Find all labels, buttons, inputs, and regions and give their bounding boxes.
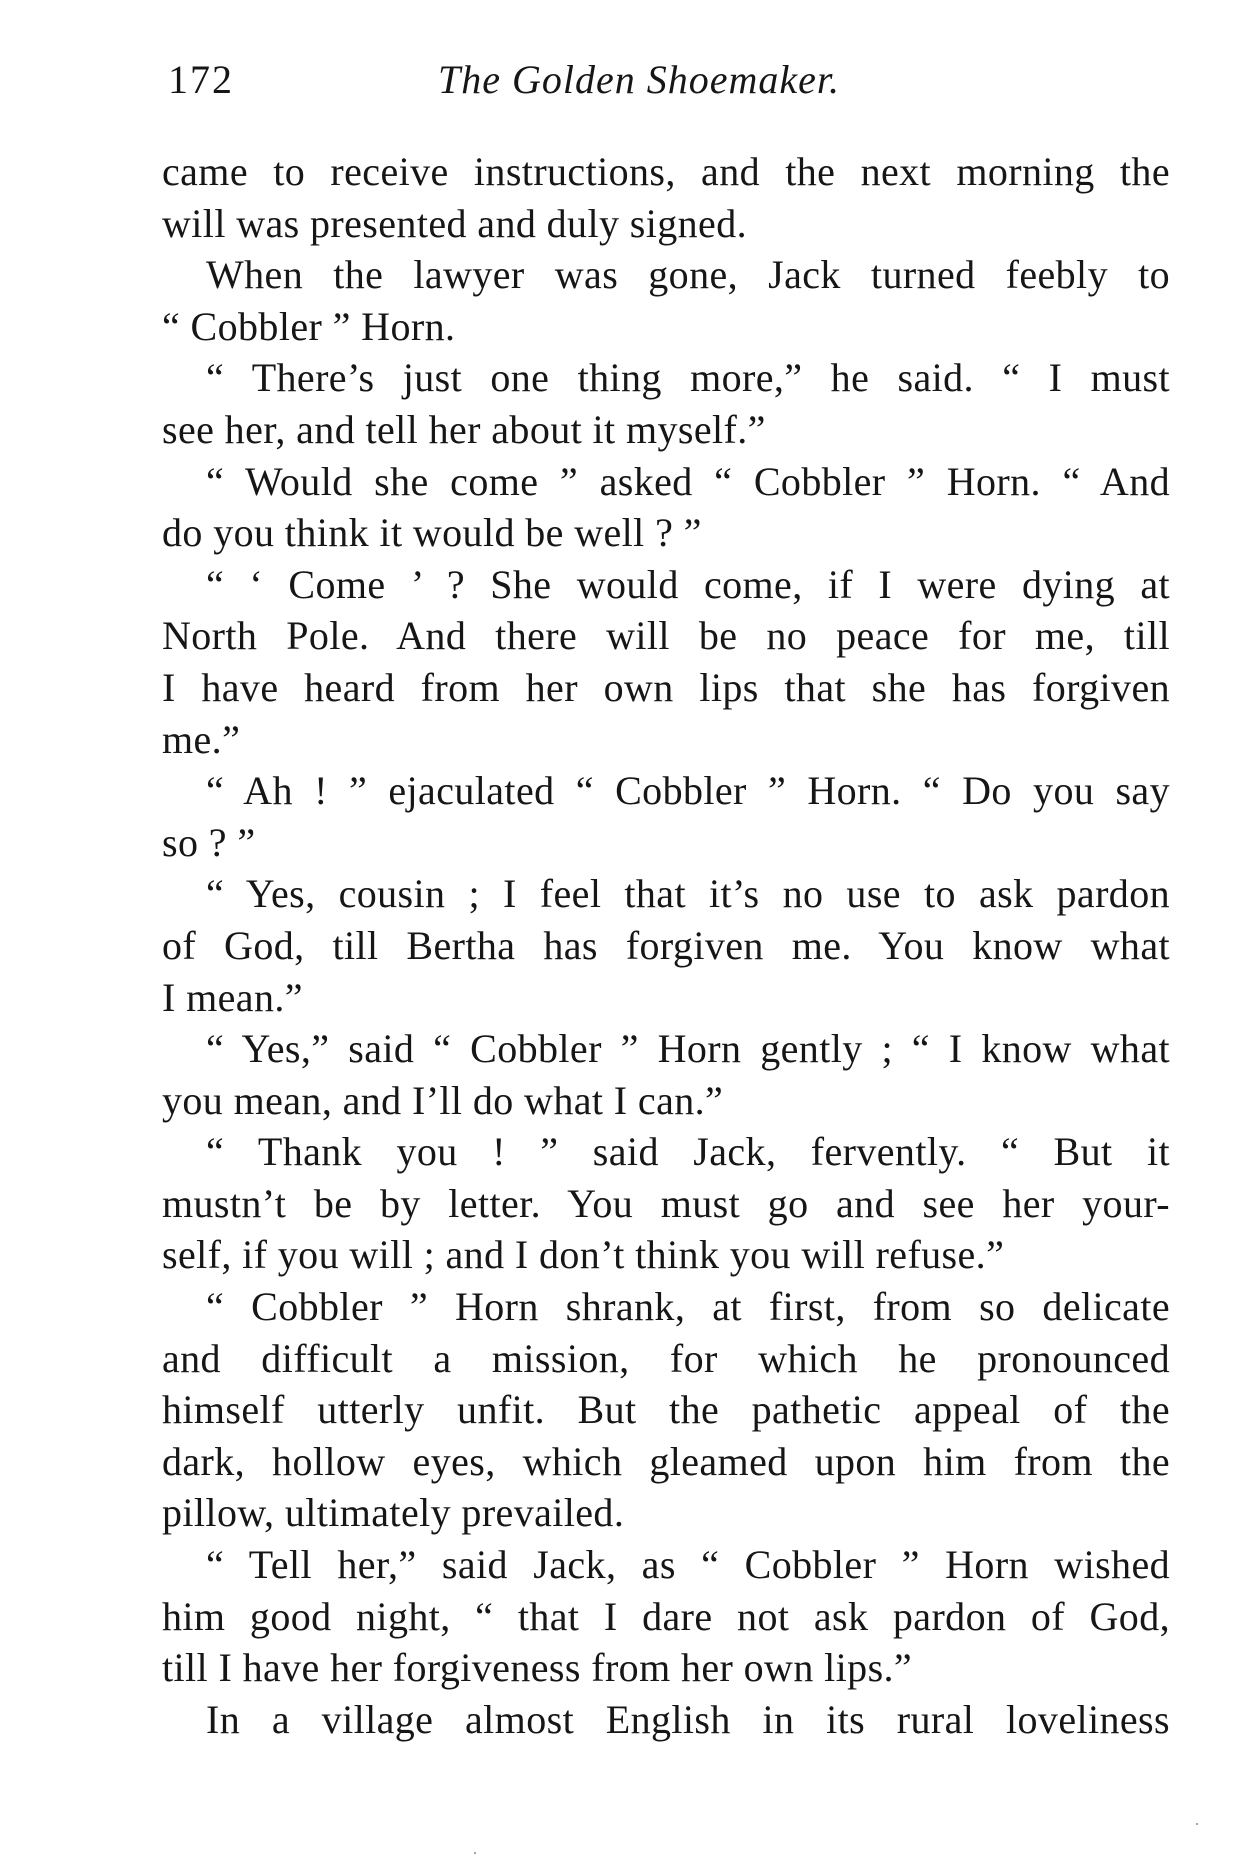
- text-line: “ Ah ! ” ejaculated “ Cobbler ” Horn. “ Do you say: [206, 768, 1170, 814]
- text-line: himself utterly unfit. But the pathetic appeal of the: [162, 1387, 1170, 1433]
- text-line: “ ‘ Come ’ ? She would come, if I were dying at: [206, 561, 1170, 607]
- paper-speck: [474, 1852, 476, 1854]
- text-line: do you think it would be well ? ”: [162, 510, 702, 556]
- text-line: When the lawyer was gone, Jack turned feebly to: [206, 252, 1170, 298]
- text-line: dark, hollow eyes, which gleamed upon him from the: [162, 1438, 1170, 1484]
- text-line: “ Tell her,” said Jack, as “ Cobbler ” Horn wished: [206, 1542, 1170, 1588]
- text-line: I mean.”: [162, 974, 303, 1020]
- paper-speck: [1196, 1823, 1198, 1825]
- text-line: you mean, and I’ll do what I can.”: [162, 1077, 724, 1123]
- running-head: [168, 56, 1168, 116]
- text-line: “ Thank you ! ” said Jack, fervently. “ But it: [206, 1129, 1170, 1175]
- text-line: “ Yes,” said “ Cobbler ” Horn gently ; “ I know what: [206, 1026, 1170, 1072]
- text-line: I have heard from her own lips that she has forgiven: [162, 664, 1170, 710]
- text-line: “ Cobbler ” Horn shrank, at first, from so delicate: [206, 1284, 1170, 1330]
- text-line: of God, till Bertha has forgiven me. You know what: [162, 922, 1170, 968]
- text-line: me.”: [162, 716, 241, 762]
- text-line: came to receive instructions, and the next morning the: [162, 149, 1170, 194]
- text-line: him good night, “ that I dare not ask pardon of God,: [162, 1593, 1170, 1639]
- page-number: 172: [168, 57, 234, 102]
- body-text: [162, 146, 1170, 1745]
- text-line: “ Yes, cousin ; I feel that it’s no use to ask pardon: [206, 871, 1170, 917]
- text-line: mustn’t be by letter. You must go and see her your-: [162, 1180, 1170, 1226]
- text-line: so ? ”: [162, 819, 256, 865]
- text-line: “ There’s just one thing more,” he said. “ I must: [206, 355, 1170, 401]
- text-line: pillow, ultimately prevailed.: [162, 1490, 625, 1536]
- text-line: “ Would she come ” asked “ Cobbler ” Horn. “ And: [206, 458, 1170, 504]
- text-line: till I have her forgiveness from her own lips.”: [162, 1645, 913, 1691]
- text-line: see her, and tell her about it myself.”: [162, 406, 766, 452]
- book-title: The Golden Shoemaker.: [438, 57, 841, 102]
- text-line: North Pole. And there will be no peace for me, till: [162, 613, 1170, 659]
- text-line: self, if you will ; and I don’t think you will refuse.”: [162, 1232, 1005, 1278]
- text-line: and difficult a mission, for which he pronounced: [162, 1335, 1170, 1381]
- text-line: will was presented and duly signed.: [162, 200, 747, 246]
- text-line: In a village almost English in its rural loveliness: [206, 1696, 1170, 1742]
- text-line: “ Cobbler ” Horn.: [162, 303, 456, 349]
